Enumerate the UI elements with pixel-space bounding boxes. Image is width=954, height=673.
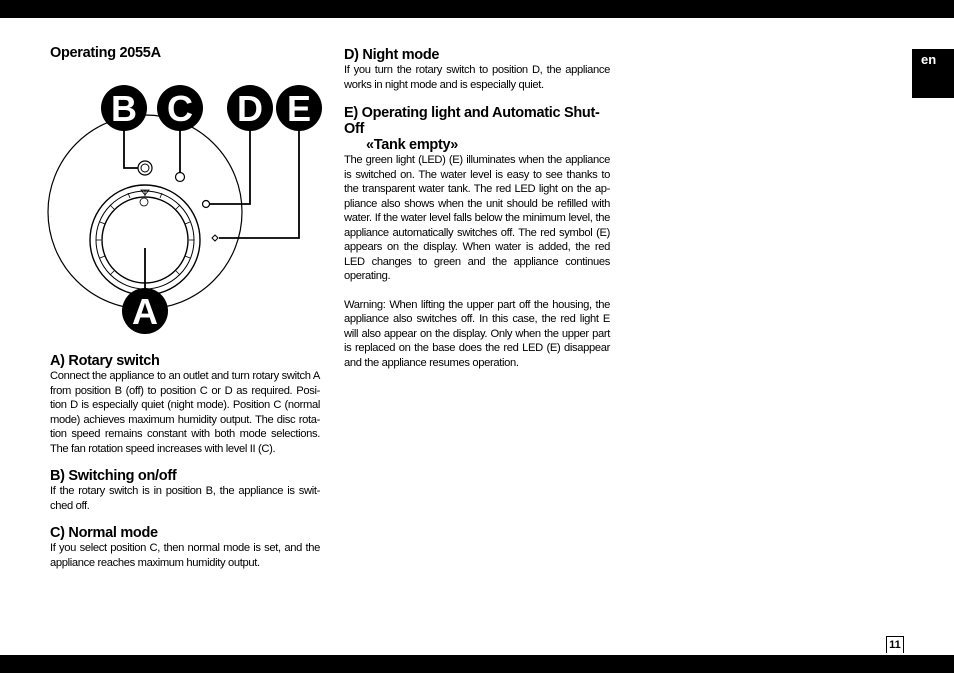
section-b-body: If the rotary switch is in position B, the appliance is swit-ched off. xyxy=(50,485,320,512)
power-indicator-icon xyxy=(138,161,152,175)
section-b-title: B) Switching on/off xyxy=(50,468,177,484)
warning-text: Warning: When lifting the upper part off the housing, the appliance also switches off. In this case, the red light E will also appear on the display. Only when the upper part is replaced on the base does the red LED (E) disappear and the appliance resumes operation. xyxy=(344,298,610,369)
bottom-bar xyxy=(0,655,954,673)
page-number: 11 xyxy=(886,636,904,653)
section-d-title: D) Night mode xyxy=(344,47,440,63)
operating-heading: Operating 2055A xyxy=(50,45,161,61)
language-tab: en xyxy=(912,49,954,98)
label-b xyxy=(101,85,147,131)
label-d xyxy=(227,85,273,131)
label-a xyxy=(122,288,168,334)
section-e-title-line2: «Tank empty» xyxy=(366,137,459,153)
svg-text:D: D xyxy=(237,88,263,129)
label-e xyxy=(276,85,322,131)
section-e-title-line1: E) Operating light and Automatic Shut-Off xyxy=(344,105,600,137)
svg-text:B: B xyxy=(111,88,137,129)
control-panel-diagram xyxy=(40,80,330,345)
top-bar xyxy=(0,0,954,18)
label-c xyxy=(157,85,203,131)
svg-text:A: A xyxy=(132,291,158,332)
svg-text:E: E xyxy=(286,88,312,129)
section-d-body: If you turn the rotary switch to position D, the appliance works in night mode and is especially quiet. xyxy=(344,64,610,91)
section-c-title: C) Normal mode xyxy=(50,525,158,541)
normal-mode-indicator-icon xyxy=(176,173,185,182)
led-indicator-icon xyxy=(212,235,218,241)
section-a-title: A) Rotary switch xyxy=(50,353,160,369)
section-c-body: If you select position C, then normal mode is set, and the appliance reaches maximum humidity output. xyxy=(50,542,320,569)
svg-text:C: C xyxy=(167,88,193,129)
section-e-title xyxy=(344,105,610,153)
section-e-body: The green light (LED) (E) illuminates when the appliance is switched on. The water level is easy to see thanks to the transparent water tank. The red LED light on the ap-pliance also shows when the unit should be refilled with water. If the water level falls below the minimum level, the appliance automatically switches off. The red symbol (E) appears on the display. When water is added, the red LED changes to green and the appliance continues operating. xyxy=(344,154,610,282)
right-column xyxy=(344,47,610,370)
night-mode-indicator-icon xyxy=(203,201,210,208)
section-a-body: Connect the appliance to an outlet and turn rotary switch A from position B (off) to position C or D as required. Posi-tion D is especially quiet (night mode). Position C (normal mode) achieves maximum humidity output. The disc rota-tion speed remains constant with both mode selections. The fan rotation speed increases with level II (C). xyxy=(50,370,320,455)
